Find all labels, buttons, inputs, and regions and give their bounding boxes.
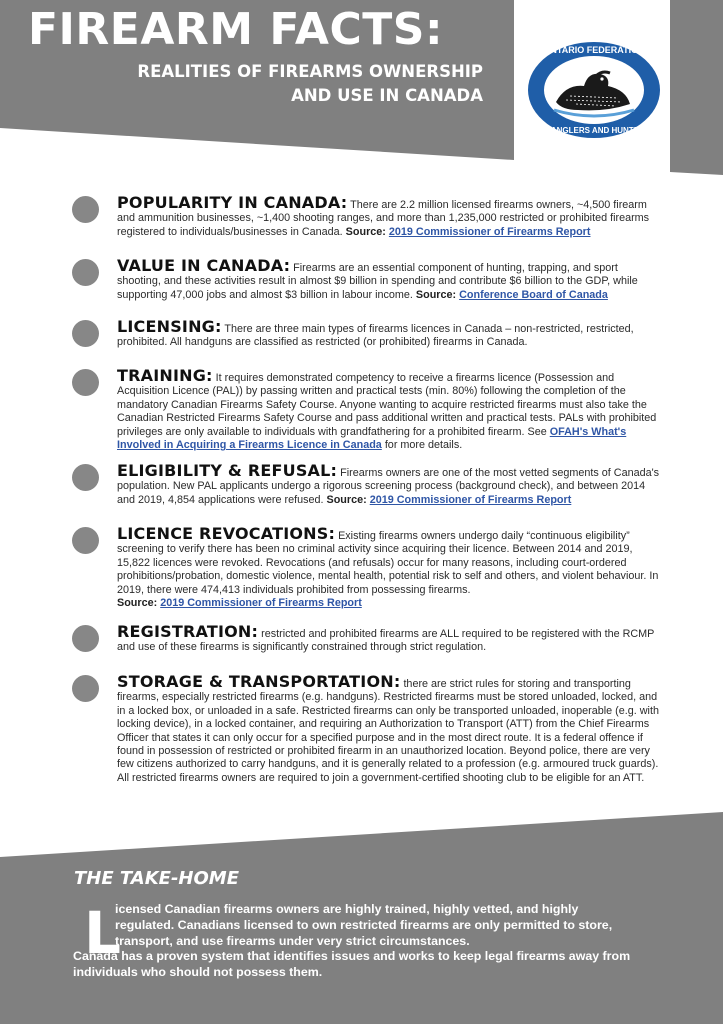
svg-text:ONTARIO FEDERATION: ONTARIO FEDERATION — [543, 45, 645, 55]
source-label: Source: — [415, 288, 457, 301]
bullet-icon — [72, 464, 99, 491]
fact-body: There are 2.2 million licensed firearms owners, ~4,500 firearm and ammunition businesses, ~1,400 shooting ranges, and more than 1,235,000 restricted or prohibited firearms registered to individuals/businesses in Canada. — [117, 199, 650, 238]
fact-tail: for more details. — [384, 439, 463, 452]
bullet-icon — [72, 259, 99, 286]
source-link[interactable]: 2019 Commissioner of Firearms Report — [369, 493, 572, 506]
source-link[interactable]: 2019 Commissioner of Firearms Report — [160, 597, 362, 610]
fact-body: Firearms are an essential component of hunting, trapping, and sport shooting, and these activities result in almost $9 billion in spending and contribute $6 billion to the GDP, while supporting 47,000 jobs and almost $3 billion in labour income. — [117, 262, 638, 301]
fact-training — [72, 366, 662, 452]
fact-body: restricted and prohibited firearms are ALL required to be registered with the RCMP and use of these firearms is significantly constrained through strict regulation. — [117, 628, 655, 654]
fact-body: there are strict rules for storing and transporting firearms, especially restricted firearms (e.g. handguns). Restricted firearms must be stored unloaded, locked, and in a locked box, or unloaded in a safe. Restricted firearms can only be transported unloaded, inoperable (e.g. with locking device), in a locked container, and requiring an Authorization to Transport (ATT) from the Chief Firearms Officer that states it can only occur for a specified purpose and in the most direct route. It is a federal offence if found in possession of restricted or prohibited firearm in an unauthorized location. Beyond police, there are very few citizens authorized to carry handguns, and it is generally related to a profession (e.g. armoured truck guards). All restricted firearms owners are required to join a government-certified shooting club to be eligible for an ATT. — [117, 678, 659, 784]
header-right-band — [670, 0, 723, 175]
svg-text:OF ANGLERS AND HUNTERS: OF ANGLERS AND HUNTERS — [537, 126, 651, 135]
fact-eligibility — [72, 461, 662, 507]
source-label: Source: — [345, 225, 386, 238]
fact-revocations — [72, 524, 662, 610]
source-link[interactable]: Conference Board of Canada — [459, 288, 608, 301]
fact-body: It requires demonstrated competency to receive a firearms licence (Possession and Acquisition Licence (PAL)) by passing written and practical tests (min. 80%) following the completion of the mandatory Canadian Firearms Safety Course. Anyone wanting to acquire restricted firearms must also take the Canadian Restricted Firearms Safety Course and pass additional written and practical tests. PALs with prohibited privileges are only available to individuals with grandfathering for a prohibited firearm. See — [117, 372, 657, 438]
takehome-text-1: icensed Canadian firearms owners are highly trained, highly vetted, and highly regulated. Canadians licensed to own restricted firearms are only permitted to store, transport, and use firearms under very strict circumstances. — [115, 902, 613, 948]
fact-heading: POPULARITY IN CANADA: — [117, 193, 348, 212]
subtitle-line-1: REALITIES OF FIREARMS OWNERSHIP — [137, 62, 483, 81]
fact-heading: LICENCE REVOCATIONS: — [117, 524, 336, 543]
ofah-logo — [526, 40, 662, 140]
fact-heading: ELIGIBILITY & REFUSAL: — [117, 461, 338, 480]
fact-licensing — [72, 317, 662, 350]
takehome-title: THE TAKE-HOME — [74, 868, 240, 889]
fact-registration — [72, 622, 662, 655]
bullet-icon — [72, 369, 99, 396]
subtitle-line-2: AND USE IN CANADA — [291, 86, 483, 105]
fact-heading: REGISTRATION: — [117, 622, 259, 641]
source-label: Source: — [326, 493, 367, 506]
bullet-icon — [72, 675, 99, 702]
page-title: FIREARM FACTS: — [28, 4, 444, 55]
bullet-icon — [72, 527, 99, 554]
fact-storage — [72, 672, 662, 785]
source-label: Source: — [117, 597, 158, 610]
fact-heading: STORAGE & TRANSPORTATION: — [117, 672, 401, 691]
bullet-icon — [72, 320, 99, 347]
fact-heading: LICENSING: — [117, 317, 222, 336]
takehome-text-2: Canada has a proven system that identifies issues and works to keep legal firearms away from individuals who should not possess them. — [73, 949, 631, 980]
fact-body: Existing firearms owners undergo daily “continuous eligibility” screening to verify there has been no criminal activity since acquiring their licence. Between 2014 and 2019, 15,822 licences were revoked. Revocations (and refusals) occur for many reasons, including court-ordered prohibitions/probation, domestic violence, mental health, potential risk to self and others, and violent behaviour. In 2019, there were 474,413 individuals prohibited from possessing firearms. — [117, 530, 659, 596]
dropcap-letter: L — [84, 899, 121, 967]
bullet-icon — [72, 625, 99, 652]
ofah-licence-link[interactable]: OFAH's What's Involved in Acquiring a Firearms Licence in Canada — [117, 425, 627, 452]
fact-heading: VALUE IN CANADA: — [117, 256, 291, 275]
fact-heading: TRAINING: — [117, 366, 213, 385]
takehome-body — [73, 899, 635, 981]
fact-popularity — [72, 193, 662, 239]
fact-value — [72, 256, 662, 302]
source-link[interactable]: 2019 Commissioner of Firearms Report — [388, 225, 591, 238]
fact-body: Firearms owners are one of the most vetted segments of Canada's population. New PAL applicants undergo a rigorous screening process (background check), and between 2014 and 2019, 4,854 applications were refused. — [117, 467, 660, 506]
bullet-icon — [72, 196, 99, 223]
fact-body: There are three main types of firearms licences in Canada – non-restricted, restricted, prohibited. All handguns are classified as restricted (or prohibited) firearms in Canada. — [117, 323, 634, 349]
page-subtitle — [63, 60, 483, 108]
